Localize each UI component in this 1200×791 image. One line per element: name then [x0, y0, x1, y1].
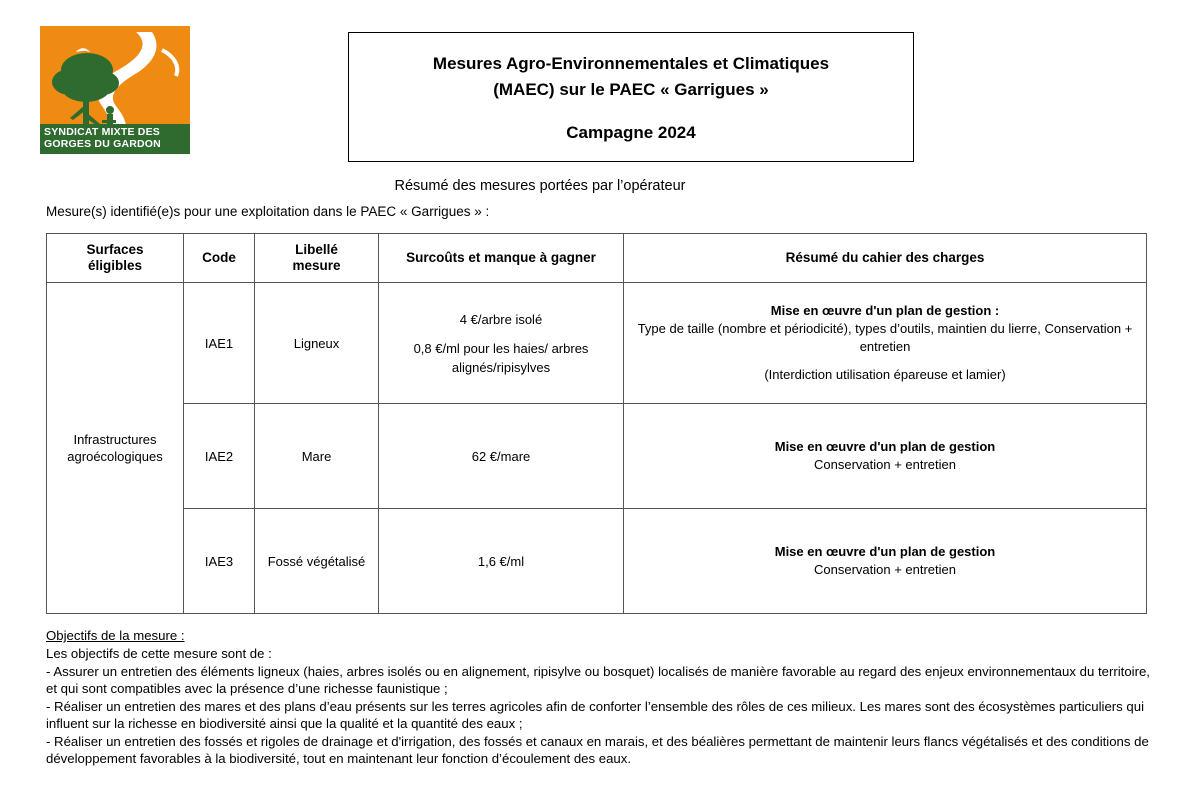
column-header-surcouts: Surcoûts et manque à gagner — [379, 234, 624, 283]
resume-spacer — [632, 356, 1138, 366]
logo-caption-line2: GORGES DU GARDON — [44, 137, 161, 150]
measures-table — [46, 233, 1147, 614]
surface-group-cell: Infrastructures agroécologiques — [47, 283, 184, 614]
column-header-code: Code — [184, 234, 255, 283]
title-box — [348, 32, 914, 162]
row-resume-body: Conservation + entretien — [813, 562, 956, 577]
objectives-intro: Les objectifs de cette mesure sont de : — [46, 645, 272, 661]
table-header-row — [47, 234, 1147, 283]
column-header-surfaces-line1: Surfaces — [86, 242, 144, 257]
logo-caption — [40, 124, 190, 154]
row-libelle: Mare — [255, 404, 379, 509]
campaign-label: Campagne 2024 — [566, 123, 696, 142]
objectives-section — [46, 628, 1156, 767]
row-code: IAE2 — [184, 404, 255, 509]
row-resume-title: Mise en œuvre d'un plan de gestion — [774, 544, 996, 559]
cost-spacer — [387, 329, 615, 339]
objectives-item-1: - Assurer un entretien des éléments ligneux (haies, arbres isolés ou en alignement, ripisylve ou bosquet) localisés de manière favorable au regard des enjeux environnementaux du territoire, et qui sont compatibles avec la présence d’une richesse faunistique ; — [46, 664, 1150, 696]
column-header-surfaces — [47, 234, 184, 283]
logo-block — [0, 26, 300, 154]
row-code: IAE1 — [184, 283, 255, 404]
column-header-libelle-line1: Libellé — [295, 242, 338, 257]
logo-caption-line1: SYNDICAT MIXTE DES — [44, 126, 160, 138]
column-header-surfaces-line2: éligibles — [87, 258, 143, 273]
table-row — [47, 283, 1147, 404]
objectives-heading: Objectifs de la mesure : — [46, 628, 185, 643]
column-header-resume: Résumé du cahier des charges — [624, 234, 1147, 283]
row-cost-line1: 4 €/arbre isolé — [459, 311, 543, 327]
row-cost: 62 €/mare — [379, 404, 624, 509]
row-libelle: Ligneux — [255, 283, 379, 404]
row-resume-title: Mise en œuvre d'un plan de gestion — [774, 439, 996, 454]
row-resume — [624, 509, 1147, 614]
row-resume-body: Conservation + entretien — [813, 457, 956, 472]
objectives-item-2: - Réaliser un entretien des mares et des plans d’eau présents sur les terres agricoles afin de conforter l’ensemble des rôles de ces milieux. Les mares sont des écosystèmes particuliers qui influent sur la richesse en biodiversité ainsi que la qualité et la quantité des eaux ; — [46, 699, 1145, 731]
title-line-2: (MAEC) sur le PAEC « Garrigues » — [493, 80, 769, 99]
row-resume-body: Type de taille (nombre et périodicité), types d’outils, maintien du lierre, Conservation + entretien — [637, 321, 1133, 354]
row-resume-note: (Interdiction utilisation épareuse et lamier) — [764, 367, 1006, 382]
table-row — [47, 404, 1147, 509]
row-resume — [624, 404, 1147, 509]
row-cost: 1,6 €/ml — [379, 509, 624, 614]
mesure-identification-line: Mesure(s) identifié(e)s pour une exploitation dans le PAEC « Garrigues » : — [46, 204, 490, 219]
table-row — [47, 509, 1147, 614]
column-header-libelle-line2: mesure — [292, 258, 341, 273]
title-line-1: Mesures Agro-Environnementales et Climatiques — [432, 54, 830, 73]
document-header — [0, 0, 1200, 162]
row-cost — [379, 283, 624, 404]
column-header-libelle — [255, 234, 379, 283]
resume-subtitle: Résumé des mesures portées par l’opérateur — [394, 178, 686, 194]
row-resume-title: Mise en œuvre d'un plan de gestion : — [770, 303, 1000, 318]
row-libelle: Fossé végétalisé — [255, 509, 379, 614]
objectives-item-3: - Réaliser un entretien des fossés et rigoles de drainage et d'irrigation, des fossés et canaux en marais, et des béalières permettant de maintenir leurs flancs végétalisés et des conditions de développement favorables à la biodiversité, tout en maintenant leur fonction d’écoulement des eaux. — [46, 734, 1149, 766]
row-resume — [624, 283, 1147, 404]
row-code: IAE3 — [184, 509, 255, 614]
organization-logo — [40, 26, 190, 154]
row-cost-line2: 0,8 €/ml pour les haies/ arbres alignés/ripisylves — [413, 340, 589, 375]
